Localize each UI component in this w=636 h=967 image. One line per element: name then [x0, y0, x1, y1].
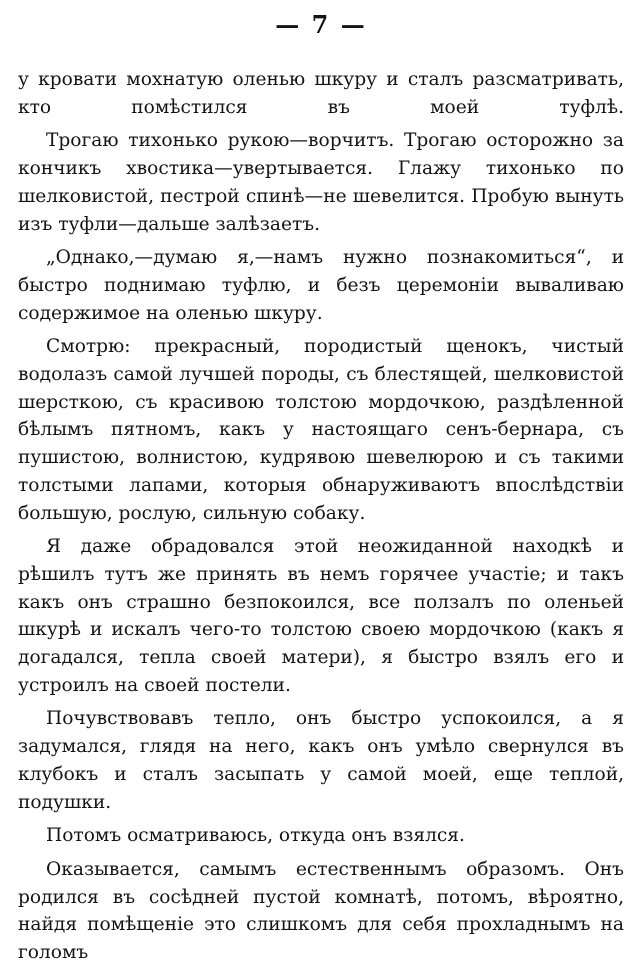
- paragraph: Смотрю: прекрасный, породистый щенокъ, чистый водолазъ самой лучшей породы, съ блестящей, шелковистой шерсткою, съ красивою толстою мордочкою, раздѣленной бѣлымъ пятномъ, какъ у настоящаго сенъ-бернара, съ пушистою, волнистою, кудрявою шевелюрою и съ такими толстыми лапами, которыя обнаруживаютъ впослѣдствіи большую, рослую, сильную собаку.: [18, 336, 624, 524]
- paragraph: „Однако,—думаю я,—намъ нужно познакомиться“, и быстро поднимаю туфлю, и безъ церемоніи вываливаю содержимое на оленью шкуру.: [18, 247, 624, 324]
- paragraph: Почувствовавъ тепло, онъ быстро успокоился, а я задумался, глядя на него, какъ онъ умѣло свернулся въ клубокъ и сталъ засыпать у самой моей, еще теплой, подушки.: [18, 708, 624, 813]
- paragraph: у кровати мохнатую оленью шкуру и сталъ разсматривать, кто помѣстился въ моей туфлѣ.: [18, 69, 624, 118]
- page-number: — 7 —: [275, 10, 367, 39]
- body-text: [18, 66, 624, 967]
- paragraph: Трогаю тихонько рукою—ворчитъ. Трогаю осторожно за кончикъ хвостика—увертывается. Глажу тихонько по шелковистой, пестрой спинѣ—не шевелится. Пробую вынуть изъ туфли—дальше залѣзаетъ.: [18, 130, 624, 235]
- paragraph: Я даже обрадовался этой неожиданной находкѣ и рѣшилъ тутъ же принять въ немъ горячее участіе; и такъ какъ онъ страшно безпокоился, все ползалъ по оленьей шкурѣ и искалъ чего-то толстою своею мордочкою (какъ я догадался, тепла своей матери), я быстро взялъ его и устроилъ на своей постели.: [18, 536, 624, 696]
- paragraph: Потомъ осматриваюсь, откуда онъ взялся.: [46, 825, 465, 847]
- paragraph: Оказывается, самымъ естественнымъ образомъ. Онъ родился въ сосѣдней пустой комнатѣ, потомъ, вѣроятно, найдя помѣщеніе это слишкомъ для себя прохладнымъ на голомъ: [18, 858, 624, 964]
- book-page: [18, 0, 624, 964]
